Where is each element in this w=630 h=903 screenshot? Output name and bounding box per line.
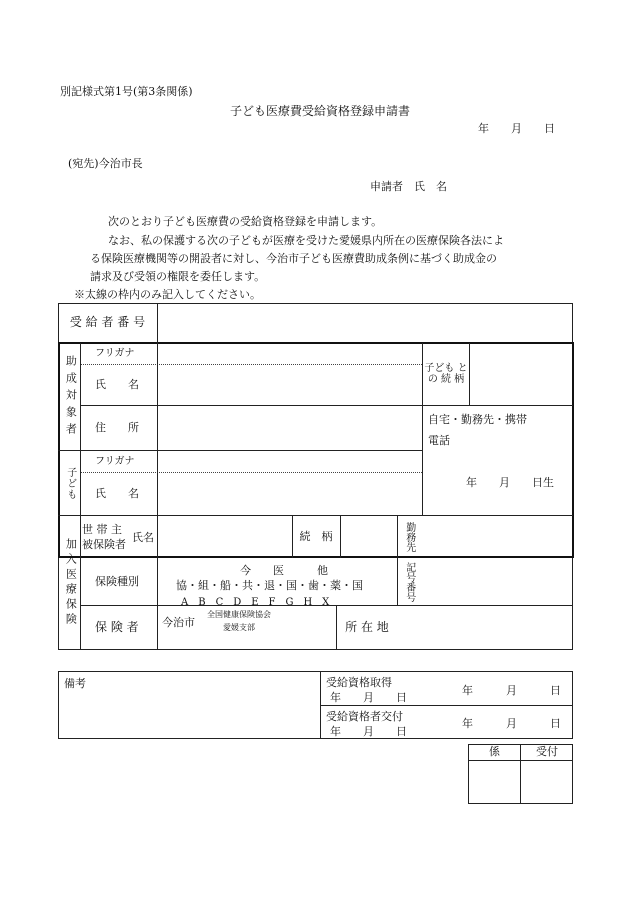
instruction-note: ※太線の枠内のみ記入してください。 [74,288,261,301]
insurance-type-row-3: A B C D E F G H X [181,597,330,608]
paragraph-1: 次のとおり子ども医療費の受給資格登録を申請します。 [108,215,383,228]
addressee: (宛先)今治市長 [68,157,143,170]
address-label: 住 所 [95,420,139,434]
subject-name-label: 氏 名 [95,377,139,391]
relation-to-child-label: 子ども との 続 柄 [424,362,468,385]
clerk-stamp-field[interactable] [469,761,520,804]
reception-stamp-field[interactable] [521,761,573,804]
insurance-group-label: 加入医療保険 [64,538,78,628]
insurance-type-row-2: 協・組・船・共・退・国・歯・薬・国 [176,579,363,592]
insurer-association-1: 全国健康保険協会 [207,610,271,619]
qualification-acquired-label-1: 受給資格取得 [326,676,392,689]
householder-label-1: 世 帯 主 [82,523,122,536]
workplace-field[interactable] [424,516,572,558]
remarks-field[interactable] [60,690,318,738]
paragraph-2-line-2: る保険医療機関等の開設者に対し、今治市子ども医療費助成条例に基づく助成金の [90,252,497,265]
application-date: 年 月 日 [478,122,555,135]
qualification-acquired-label-2: 年 月 日 [330,691,407,704]
recipient-number-label: 受 給 者 番 号 [69,315,146,330]
subject-name-field[interactable] [158,365,421,405]
child-name-field[interactable] [158,473,421,515]
contact-types-label: 自宅・勤務先・携帯 [428,413,527,426]
child-name-label: 氏 名 [95,486,139,500]
location-field[interactable] [400,606,572,650]
householder-label-2: 被保険者 [82,538,126,551]
symbol-number-label: 記号番号 [403,562,415,602]
subject-furigana-field[interactable] [158,344,421,364]
insurance-type-label: 保険種別 [95,574,139,588]
location-label: 所 在 地 [345,620,389,635]
householder-name-label: 氏名 [132,531,154,544]
relation-to-child-field[interactable] [470,344,572,405]
child-group-label: 子ども [64,466,76,500]
reception-label: 受付 [536,745,558,759]
form-title: 子ども医療費受給資格登録申請書 [230,104,411,118]
certificate-issued-date: 年 月 日 [462,717,561,730]
birthdate-label: 年 月 日生 [466,475,554,489]
insurer-label: 保 険 者 [95,620,139,635]
child-furigana-label: フリガナ [95,455,135,467]
qualification-acquired-date: 年 月 日 [462,684,561,697]
recipient-number-field[interactable] [158,304,572,342]
insurer-association-2: 愛媛支部 [223,623,255,632]
workplace-label: 勤務先 [403,522,415,552]
phone-label: 電話 [428,434,450,447]
paragraph-2-line-1: なお、私の保護する次の子どもが医療を受けた愛媛県内所在の医療保険各法によ [108,234,504,247]
certificate-issued-label-1: 受給資格者交付 [326,710,403,723]
child-furigana-field[interactable] [158,451,421,472]
subject-furigana-label: フリガナ [95,348,135,360]
symbol-number-field[interactable] [424,560,572,604]
remarks-label: 備考 [64,677,86,690]
applicant-name-label: 申請者 氏 名 [370,180,447,193]
certificate-issued-label-2: 年 月 日 [330,725,407,738]
householder-relation-field[interactable] [341,516,396,558]
paragraph-2-line-3: 請求及び受領の権限を委任します。 [90,270,266,283]
householder-name-field[interactable] [158,516,291,558]
insurer-city: 今治市 [162,616,195,629]
form-number: 別記様式第1号(第3条関係) [60,85,193,98]
address-field[interactable] [158,406,421,450]
subject-group-label: 助成対象者 [64,354,78,440]
householder-relation-label: 続 柄 [299,529,333,543]
clerk-label: 係 [489,745,500,759]
insurance-type-row-1: 今 医 他 [240,564,328,577]
